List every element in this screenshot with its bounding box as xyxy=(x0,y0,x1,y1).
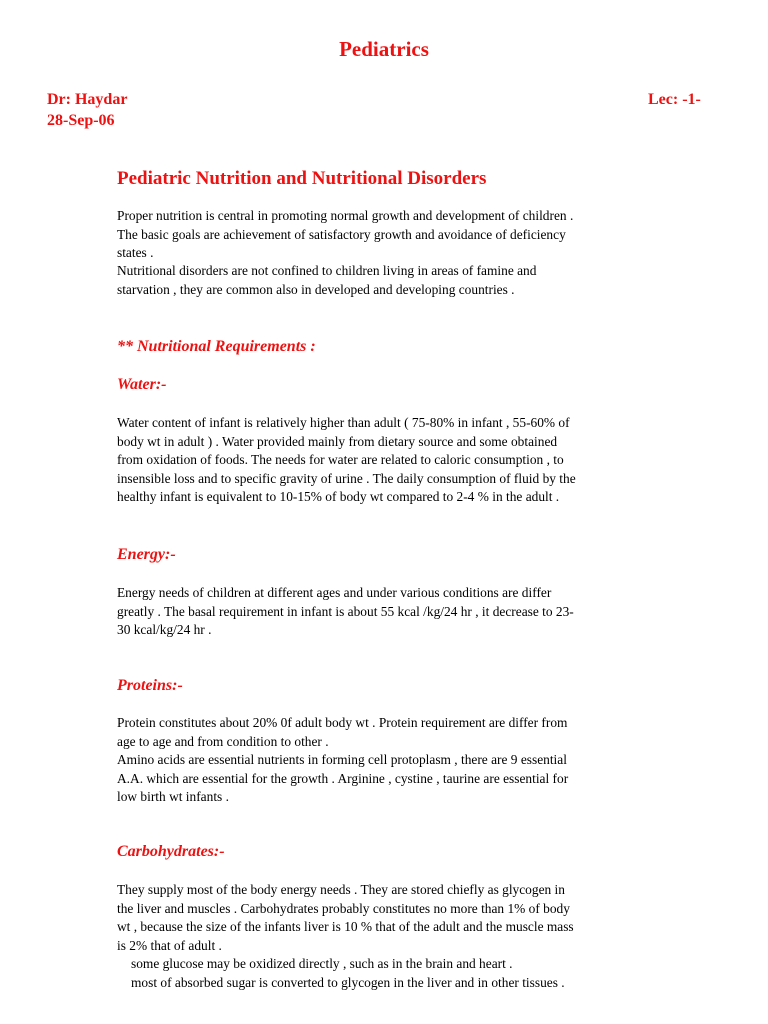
water-paragraph xyxy=(117,414,677,507)
text-line: some glucose may be oxidized directly , such as in the brain and heart . xyxy=(131,956,513,971)
text-line: Amino acids are essential nutrients in forming cell protoplasm , there are 9 essential xyxy=(117,752,567,767)
water-heading: Water:- xyxy=(117,376,167,393)
lecture-number: Lec: -1- xyxy=(648,91,701,108)
carbohydrates-paragraph xyxy=(117,881,677,992)
proteins-heading: Proteins:- xyxy=(117,677,183,694)
text-line: most of absorbed sugar is converted to glycogen in the liver and in other tissues . xyxy=(131,974,565,990)
text-line: from oxidation of foods. The needs for water are related to caloric consumption , to xyxy=(117,452,564,467)
lecture-title: Pediatric Nutrition and Nutritional Disorders xyxy=(117,168,487,189)
carbohydrates-heading: Carbohydrates:- xyxy=(117,843,225,860)
text-line: wt , because the size of the infants liver is 10 % that of the adult and the muscle mass xyxy=(117,919,574,934)
intro-paragraph-1 xyxy=(117,207,677,263)
text-line: A.A. which are essential for the growth . Arginine , cystine , taurine are essential for xyxy=(117,770,569,786)
document-title: Pediatrics xyxy=(339,37,429,61)
text-line: body wt in adult ) . Water provided mainly from dietary source and some obtained xyxy=(117,433,558,449)
proteins-paragraph xyxy=(117,714,677,807)
text-line: insensible loss and to specific gravity of urine . The daily consumption of fluid by the xyxy=(117,470,576,486)
energy-paragraph xyxy=(117,584,677,640)
lecture-date: 28-Sep-06 xyxy=(47,112,115,129)
text-line: greatly . The basal requirement in infant is about 55 kcal /kg/24 hr , it decrease to 23- xyxy=(117,603,574,619)
text-line: the liver and muscles . Carbohydrates probably constitutes no more than 1% of body xyxy=(117,900,570,916)
nutritional-requirements-heading: ** Nutritional Requirements : xyxy=(117,338,316,355)
text-line: 30 kcal/kg/24 hr . xyxy=(117,622,212,637)
text-line: low birth wt infants . xyxy=(117,789,229,804)
text-line: starvation , they are common also in developed and developing countries . xyxy=(117,281,515,297)
text-line: Protein constitutes about 20% 0f adult body wt . Protein requirement are differ from xyxy=(117,715,568,730)
text-line: Energy needs of children at different ages and under various conditions are differ xyxy=(117,585,552,600)
author-name: Dr: Haydar xyxy=(47,91,128,108)
text-line: Proper nutrition is central in promoting normal growth and development of children . xyxy=(117,208,574,223)
intro-paragraph-2 xyxy=(117,262,677,299)
text-line: is 2% that of adult . xyxy=(117,937,222,953)
energy-heading: Energy:- xyxy=(117,546,176,563)
text-line: age to age and from condition to other . xyxy=(117,733,329,749)
text-line: Water content of infant is relatively higher than adult ( 75-80% in infant , 55-60% of xyxy=(117,415,570,430)
text-line: Nutritional disorders are not confined to children living in areas of famine and xyxy=(117,263,537,278)
text-line: healthy infant is equivalent to 10-15% of body wt compared to 2-4 % in the adult . xyxy=(117,489,560,504)
text-line: They supply most of the body energy needs . They are stored chiefly as glycogen in xyxy=(117,882,565,897)
text-line: states . xyxy=(117,245,154,260)
text-line: The basic goals are achievement of satisfactory growth and avoidance of deficiency xyxy=(117,226,566,242)
